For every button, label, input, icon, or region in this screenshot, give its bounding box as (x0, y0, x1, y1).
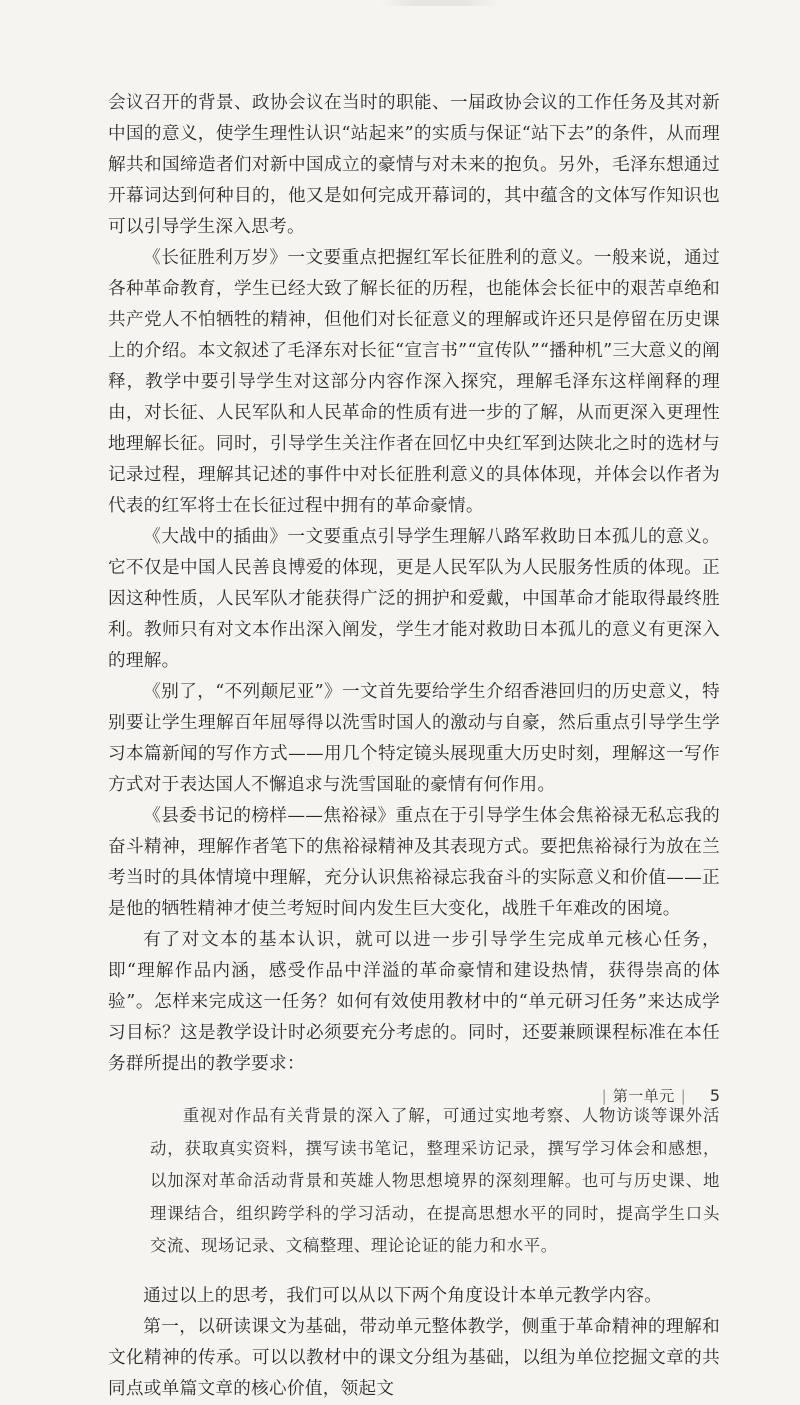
page-number: 5 (709, 1086, 720, 1105)
paragraph-two-angles: 通过以上的思考，我们可以从以下两个角度设计本单元教学内容。 (143, 1285, 663, 1306)
paragraph-changzheng: 《长征胜利万岁》一文要重点把握红军长征胜利的意义。一般来说，通过各种革命教育，学生已经大致了解长征的历程，也能体会长征中的艰苦卓绝和共产党人不怕牺牲的精神，但他们对长征意义的理解或许还只是停留在历史课上的介绍。本文叙述了毛泽东对长征“宣言书”“宣传队”“播种机”三大意义的阐释，教学中要引导学生对这部分内容作深入探究，理解毛泽东这样阐释的理由，对长征、人民军队和人民革命的性质有进一步的了解，从而更深入更理性地理解长征。同时，引导学生关注作者在回忆中央红军到达陕北之时的选材与记录过程，理解其记述的事件中对长征胜利意义的具体体现，并体会以作者为代表的红军将士在长征过程中拥有的革命豪情。 (108, 248, 720, 516)
footer-divider-left: | (601, 1086, 607, 1105)
page-footer (596, 1085, 720, 1106)
footer-unit-label: 第一单元 (612, 1087, 675, 1105)
footer-divider-right: | (680, 1086, 686, 1105)
paragraph-dazhan: 《大战中的插曲》一文要重点引导学生理解八路军救助日本孤儿的意义。它不仅是中国人民善良博爱的体现，更是人民军队为人民服务性质的体现。正因这种性质，人民军队才能获得广泛的拥护和爱戴，中国革命才能取得最终胜利。教师只有对文本作出深入阐发，学生才能对救助日本孤儿的意义有更深入的理解。 (108, 527, 720, 671)
paragraph-jiaoyulu: 《县委书记的榜样——焦裕禄》重点在于引导学生体会焦裕禄无私忘我的奋斗精神，理解作者笔下的焦裕禄精神及其表现方式。要把焦裕禄行为放在兰考当时的具体情境中理解，充分认识焦裕禄忘我奋斗的实际意义和价值——正是他的牺牲精神才使兰考短时间内发生巨大变化，战胜千年难改的困境。 (108, 806, 720, 919)
paragraph-core-task: 有了对文本的基本认识，就可以进一步引导学生完成单元核心任务，即“理解作品内涵，感受作品中洋溢的革命豪情和建设热情，获得崇高的体验”。怎样来完成这一任务？如何有效使用教材中的“单元研习任务”来达成学习目标？这是教学设计时必须要充分考虑的。同时，还要兼顾课程标准在本任务群所提出的教学要求： (108, 930, 720, 1074)
paragraph-intro-continuation: 会议召开的背景、政协会议在当时的职能、一届政协会议的工作任务及其对新中国的意义，使学生理性认识“站起来”的实质与保证“站下去”的条件，从而理解共和国缔造者们对新中国成立的豪情与对未来的抱负。另外，毛泽东想通过开幕词达到何种目的，他又是如何完成开幕词的，其中蕴含的文体写作知识也可以引导学生深入思考。 (108, 93, 720, 237)
paragraph-first-angle: 第一，以研读课文为基础，带动单元整体教学，侧重于革命精神的理解和文化精神的传承。可以以教材中的课文分组为基础，以组为单位挖掘文章的共同点或单篇文章的核心价值，领起文 (108, 1316, 720, 1399)
scan-artifact (380, 0, 500, 6)
paragraph-buliedian: 《别了，“不列颠尼亚”》一文首先要给学生介绍香港回归的历史意义，特别要让学生理解百年屈辱得以洗雪时国人的激动与自豪，然后重点引导学生学习本篇新闻的写作方式——用几个特定镜头展现重大历史时刻，理解这一写作方式对于表达国人不懈追求与洗雪国耻的豪情有何作用。 (108, 682, 720, 795)
block-quote-curriculum-standard: 重视对作品有关背景的深入了解，可通过实地考察、人物访谈等课外活动，获取真实资料，撰写读书笔记，整理采访记录，撰写学习体会和感想，以加深对革命活动背景和英雄人物思想境界的深刻理解。也可与历史课、地理课结合，组织跨学科的学习活动，在提高思想水平的同时，提高学生口头交流、现场记录、文稿整理、理论论证的能力和水平。 (150, 1106, 720, 1255)
page-body (108, 88, 720, 1405)
